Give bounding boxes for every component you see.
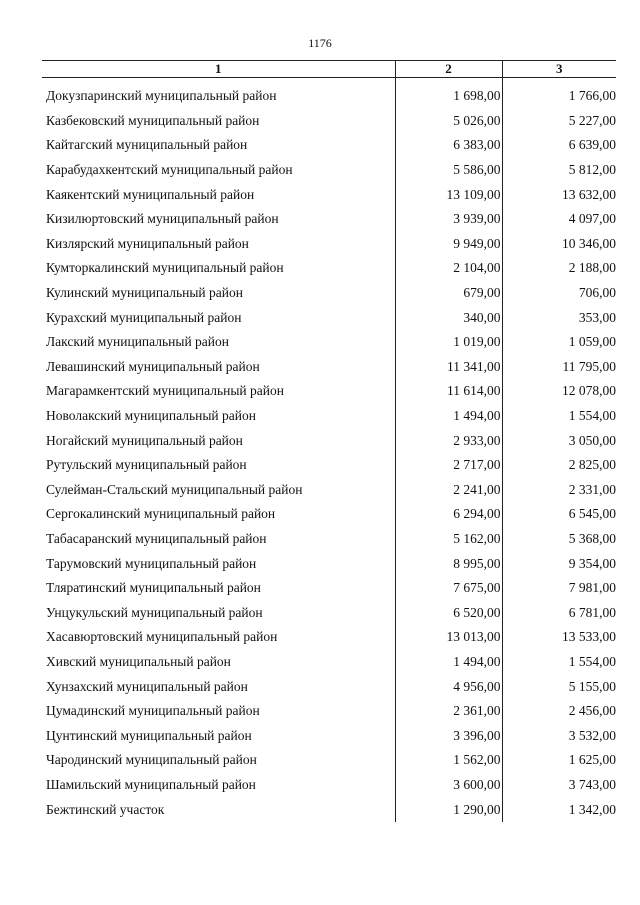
- district-name-cell: Унцукульский муниципальный район: [46, 604, 263, 620]
- value-col3-cell: 3 743,00: [502, 773, 616, 798]
- table-row: [42, 109, 616, 134]
- district-name-cell: Докузпаринский муниципальный район: [46, 88, 277, 104]
- value-col3-cell: 2 331,00: [502, 478, 616, 503]
- district-name-cell: Ногайский муниципальный район: [46, 432, 243, 448]
- district-name-cell: Казбековский муниципальный район: [46, 112, 260, 128]
- district-name-cell: Бежтинский участок: [46, 801, 165, 817]
- value-col3-cell: 1 554,00: [502, 650, 616, 675]
- value-col2-cell: 1 494,00: [395, 404, 502, 429]
- district-name-cell: Кайтагский муниципальный район: [46, 137, 248, 153]
- district-name-cell: Левашинский муниципальный район: [46, 358, 260, 374]
- value-col2-cell: 1 698,00: [395, 78, 502, 109]
- district-name-cell: Кулинский муниципальный район: [46, 285, 243, 301]
- value-col2-cell: 4 956,00: [395, 674, 502, 699]
- value-col2-cell: 2 241,00: [395, 478, 502, 503]
- value-col2-cell: 6 520,00: [395, 600, 502, 625]
- district-name-cell: Карабудахкентский муниципальный район: [46, 162, 293, 178]
- district-name-cell: Тляратинский муниципальный район: [46, 580, 261, 596]
- table-row: [42, 723, 616, 748]
- table-row: [42, 182, 616, 207]
- value-col2-cell: 2 717,00: [395, 453, 502, 478]
- value-col2-cell: 2 104,00: [395, 256, 502, 281]
- value-col3-cell: 3 532,00: [502, 723, 616, 748]
- value-col2-cell: 11 341,00: [395, 355, 502, 380]
- district-name-cell: Рутульский муниципальный район: [46, 457, 247, 473]
- value-col2-cell: 2 361,00: [395, 699, 502, 724]
- value-col2-cell: 340,00: [395, 305, 502, 330]
- table-row: [42, 600, 616, 625]
- value-col2-cell: 1 494,00: [395, 650, 502, 675]
- district-name-cell: Курахский муниципальный район: [46, 309, 242, 325]
- table-row: [42, 797, 616, 822]
- table-row: [42, 576, 616, 601]
- district-name-cell: Хивский муниципальный район: [46, 653, 231, 669]
- value-col3-cell: 5 227,00: [502, 109, 616, 134]
- value-col3-cell: 3 050,00: [502, 428, 616, 453]
- table-row: [42, 232, 616, 257]
- table-row: [42, 428, 616, 453]
- table-row: [42, 158, 616, 183]
- value-col3-cell: 5 812,00: [502, 158, 616, 183]
- value-col3-cell: 7 981,00: [502, 576, 616, 601]
- column-header-2: 2: [395, 61, 502, 78]
- budget-table: [42, 60, 616, 822]
- table-row: [42, 78, 616, 109]
- district-name-cell: Лакский муниципальный район: [46, 334, 230, 350]
- value-col3-cell: 353,00: [502, 305, 616, 330]
- value-col2-cell: 3 939,00: [395, 207, 502, 232]
- table-body: [42, 78, 616, 822]
- table-header: [42, 61, 616, 78]
- value-col3-cell: 4 097,00: [502, 207, 616, 232]
- table-row: [42, 256, 616, 281]
- district-name-cell: Каякентский муниципальный район: [46, 186, 255, 202]
- value-col3-cell: 2 825,00: [502, 453, 616, 478]
- table-row: [42, 478, 616, 503]
- value-col2-cell: 3 600,00: [395, 773, 502, 798]
- value-col2-cell: 7 675,00: [395, 576, 502, 601]
- table-row: [42, 379, 616, 404]
- table-row: [42, 551, 616, 576]
- table-row: [42, 773, 616, 798]
- table-row: [42, 748, 616, 773]
- value-col2-cell: 1 019,00: [395, 330, 502, 355]
- table-row: [42, 502, 616, 527]
- table-row: [42, 133, 616, 158]
- table-row: [42, 699, 616, 724]
- value-col2-cell: 5 162,00: [395, 527, 502, 552]
- district-name-cell: Цумадинский муниципальный район: [46, 703, 260, 719]
- district-name-cell: Кизилюртовский муниципальный район: [46, 211, 279, 227]
- column-header-3: 3: [502, 61, 616, 78]
- column-header-1: 1: [42, 61, 395, 78]
- value-col3-cell: 12 078,00: [502, 379, 616, 404]
- district-name-cell: Кизлярский муниципальный район: [46, 235, 249, 251]
- value-col2-cell: 5 586,00: [395, 158, 502, 183]
- table-row: [42, 527, 616, 552]
- value-col3-cell: 13 533,00: [502, 625, 616, 650]
- value-col3-cell: 6 781,00: [502, 600, 616, 625]
- value-col3-cell: 6 545,00: [502, 502, 616, 527]
- district-name-cell: Чародинский муниципальный район: [46, 752, 257, 768]
- value-col3-cell: 1 766,00: [502, 78, 616, 109]
- value-col3-cell: 1 554,00: [502, 404, 616, 429]
- district-name-cell: Табасаранский муниципальный район: [46, 530, 267, 546]
- value-col3-cell: 6 639,00: [502, 133, 616, 158]
- value-col2-cell: 1 290,00: [395, 797, 502, 822]
- table-row: [42, 650, 616, 675]
- value-col3-cell: 5 155,00: [502, 674, 616, 699]
- district-name-cell: Хунзахский муниципальный район: [46, 678, 248, 694]
- value-col2-cell: 679,00: [395, 281, 502, 306]
- value-col2-cell: 2 933,00: [395, 428, 502, 453]
- value-col3-cell: 9 354,00: [502, 551, 616, 576]
- value-col3-cell: 11 795,00: [502, 355, 616, 380]
- district-name-cell: Кумторкалинский муниципальный район: [46, 260, 284, 276]
- district-name-cell: Хасавюртовский муниципальный район: [46, 629, 278, 645]
- district-name-cell: Цунтинский муниципальный район: [46, 727, 252, 743]
- value-col3-cell: 1 059,00: [502, 330, 616, 355]
- value-col3-cell: 10 346,00: [502, 232, 616, 257]
- value-col3-cell: 2 188,00: [502, 256, 616, 281]
- value-col3-cell: 13 632,00: [502, 182, 616, 207]
- value-col2-cell: 1 562,00: [395, 748, 502, 773]
- table-row: [42, 305, 616, 330]
- district-name-cell: Сергокалинский муниципальный район: [46, 506, 276, 522]
- value-col2-cell: 6 294,00: [395, 502, 502, 527]
- value-col2-cell: 8 995,00: [395, 551, 502, 576]
- table-row: [42, 674, 616, 699]
- value-col3-cell: 5 368,00: [502, 527, 616, 552]
- value-col2-cell: 11 614,00: [395, 379, 502, 404]
- table-row: [42, 453, 616, 478]
- value-col2-cell: 13 109,00: [395, 182, 502, 207]
- value-col2-cell: 6 383,00: [395, 133, 502, 158]
- district-name-cell: Тарумовский муниципальный район: [46, 555, 257, 571]
- value-col2-cell: 5 026,00: [395, 109, 502, 134]
- table-row: [42, 330, 616, 355]
- value-col3-cell: 706,00: [502, 281, 616, 306]
- district-name-cell: Сулейман-Стальский муниципальный район: [46, 481, 303, 497]
- value-col3-cell: 1 625,00: [502, 748, 616, 773]
- table-row: [42, 625, 616, 650]
- value-col3-cell: 2 456,00: [502, 699, 616, 724]
- value-col2-cell: 13 013,00: [395, 625, 502, 650]
- district-name-cell: Магарамкентский муниципальный район: [46, 383, 284, 399]
- value-col3-cell: 1 342,00: [502, 797, 616, 822]
- table-row: [42, 355, 616, 380]
- table-row: [42, 404, 616, 429]
- table-row: [42, 281, 616, 306]
- district-name-cell: Шамильский муниципальный район: [46, 776, 256, 792]
- page-number: 1176: [308, 36, 332, 50]
- district-name-cell: Новолакский муниципальный район: [46, 408, 256, 424]
- value-col2-cell: 3 396,00: [395, 723, 502, 748]
- table-row: [42, 207, 616, 232]
- value-col2-cell: 9 949,00: [395, 232, 502, 257]
